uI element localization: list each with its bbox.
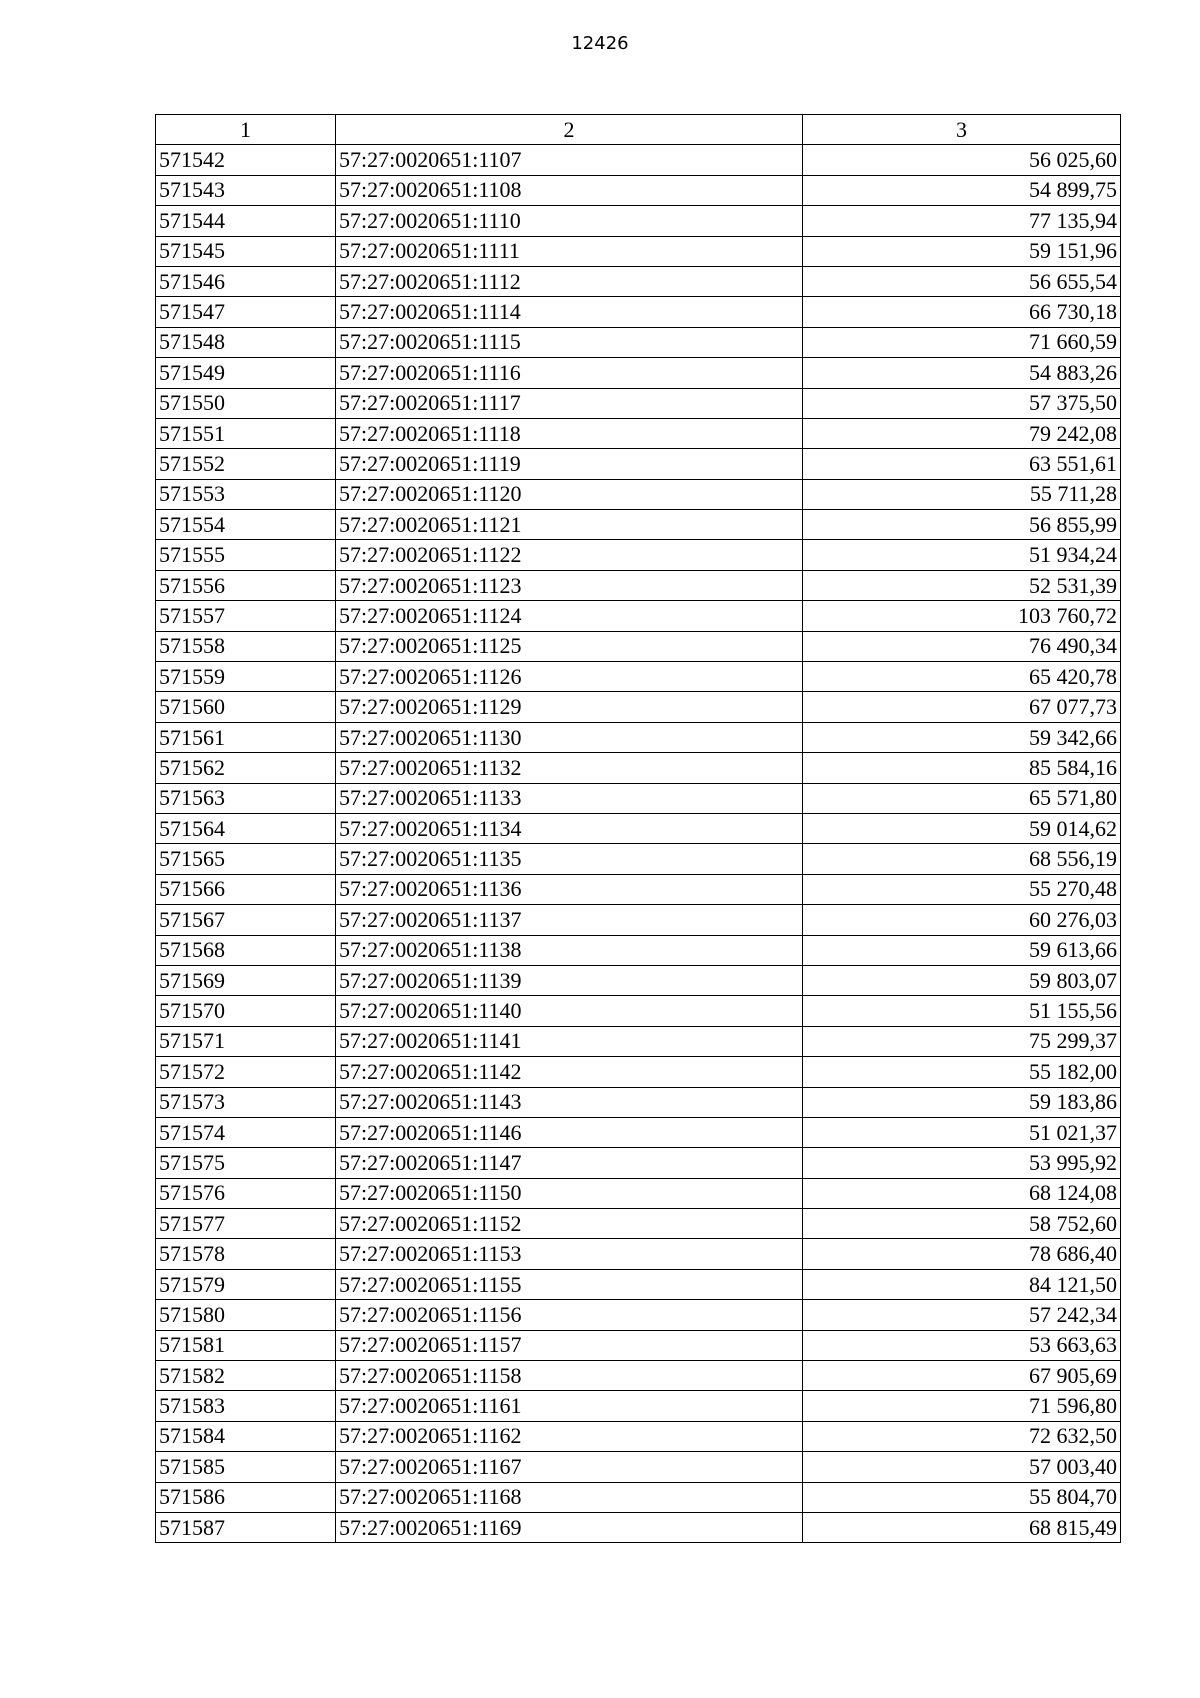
value-cell: 57 003,40 [803, 1452, 1121, 1482]
cadastral-number-cell: 57:27:0020651:1114 [336, 297, 803, 327]
value-cell: 59 803,07 [803, 965, 1121, 995]
row-number-cell: 571579 [156, 1269, 336, 1299]
value-cell: 65 420,78 [803, 662, 1121, 692]
value-cell: 51 934,24 [803, 540, 1121, 570]
table-row [156, 965, 1121, 995]
value-cell: 51 021,37 [803, 1117, 1121, 1147]
cadastral-number-cell: 57:27:0020651:1112 [336, 266, 803, 296]
row-number-cell: 571562 [156, 753, 336, 783]
row-number-cell: 571587 [156, 1512, 336, 1542]
table-row [156, 753, 1121, 783]
table-row [156, 783, 1121, 813]
table-row [156, 1361, 1121, 1391]
row-number-cell: 571555 [156, 540, 336, 570]
table-row [156, 1117, 1121, 1147]
cadastral-number-cell: 57:27:0020651:1125 [336, 631, 803, 661]
value-cell: 66 730,18 [803, 297, 1121, 327]
table-row [156, 996, 1121, 1026]
table-row [156, 935, 1121, 965]
value-cell: 58 752,60 [803, 1209, 1121, 1239]
page-number: 12426 [571, 33, 629, 54]
cadastral-number-cell: 57:27:0020651:1140 [336, 996, 803, 1026]
value-cell: 51 155,56 [803, 996, 1121, 1026]
row-number-cell: 571565 [156, 844, 336, 874]
row-number-cell: 571553 [156, 479, 336, 509]
value-cell: 59 183,86 [803, 1087, 1121, 1117]
cadastral-number-cell: 57:27:0020651:1122 [336, 540, 803, 570]
table-row [156, 1057, 1121, 1087]
cadastral-number-cell: 57:27:0020651:1152 [336, 1209, 803, 1239]
table-row [156, 175, 1121, 205]
value-cell: 59 014,62 [803, 813, 1121, 843]
row-number-cell: 571563 [156, 783, 336, 813]
cadastral-number-cell: 57:27:0020651:1130 [336, 722, 803, 752]
cadastral-number-cell: 57:27:0020651:1150 [336, 1178, 803, 1208]
value-cell: 85 584,16 [803, 753, 1121, 783]
cadastral-number-cell: 57:27:0020651:1137 [336, 905, 803, 935]
table-row [156, 540, 1121, 570]
cadastral-number-cell: 57:27:0020651:1162 [336, 1421, 803, 1451]
registry-table [155, 114, 1121, 1543]
value-cell: 54 899,75 [803, 175, 1121, 205]
value-cell: 78 686,40 [803, 1239, 1121, 1269]
cadastral-number-cell: 57:27:0020651:1132 [336, 753, 803, 783]
table-row [156, 236, 1121, 266]
table-row [156, 1330, 1121, 1360]
cadastral-number-cell: 57:27:0020651:1157 [336, 1330, 803, 1360]
cadastral-number-cell: 57:27:0020651:1156 [336, 1300, 803, 1330]
value-cell: 53 995,92 [803, 1148, 1121, 1178]
row-number-cell: 571570 [156, 996, 336, 1026]
table-row [156, 631, 1121, 661]
value-cell: 84 121,50 [803, 1269, 1121, 1299]
row-number-cell: 571544 [156, 206, 336, 236]
column-header-2: 2 [336, 115, 803, 145]
cadastral-number-cell: 57:27:0020651:1120 [336, 479, 803, 509]
value-cell: 75 299,37 [803, 1026, 1121, 1056]
row-number-cell: 571557 [156, 601, 336, 631]
row-number-cell: 571572 [156, 1057, 336, 1087]
row-number-cell: 571545 [156, 236, 336, 266]
row-number-cell: 571576 [156, 1178, 336, 1208]
cadastral-number-cell: 57:27:0020651:1126 [336, 662, 803, 692]
value-cell: 60 276,03 [803, 905, 1121, 935]
cadastral-number-cell: 57:27:0020651:1129 [336, 692, 803, 722]
table-row [156, 1300, 1121, 1330]
cadastral-number-cell: 57:27:0020651:1158 [336, 1361, 803, 1391]
cadastral-number-cell: 57:27:0020651:1116 [336, 358, 803, 388]
value-cell: 54 883,26 [803, 358, 1121, 388]
table-body [156, 145, 1121, 1543]
table-row [156, 662, 1121, 692]
table-header-row [156, 115, 1121, 145]
table-row [156, 601, 1121, 631]
cadastral-number-cell: 57:27:0020651:1161 [336, 1391, 803, 1421]
table-row [156, 266, 1121, 296]
row-number-cell: 571551 [156, 418, 336, 448]
row-number-cell: 571575 [156, 1148, 336, 1178]
table-row [156, 418, 1121, 448]
row-number-cell: 571550 [156, 388, 336, 418]
cadastral-number-cell: 57:27:0020651:1124 [336, 601, 803, 631]
cadastral-number-cell: 57:27:0020651:1167 [336, 1452, 803, 1482]
row-number-cell: 571560 [156, 692, 336, 722]
table-row [156, 206, 1121, 236]
value-cell: 67 905,69 [803, 1361, 1121, 1391]
table-row [156, 449, 1121, 479]
row-number-cell: 571585 [156, 1452, 336, 1482]
column-header-3: 3 [803, 115, 1121, 145]
row-number-cell: 571546 [156, 266, 336, 296]
cadastral-number-cell: 57:27:0020651:1115 [336, 327, 803, 357]
cadastral-number-cell: 57:27:0020651:1138 [336, 935, 803, 965]
cadastral-number-cell: 57:27:0020651:1155 [336, 1269, 803, 1299]
table-row [156, 1209, 1121, 1239]
table-row [156, 692, 1121, 722]
table-row [156, 1482, 1121, 1512]
row-number-cell: 571547 [156, 297, 336, 327]
table-row [156, 388, 1121, 418]
row-number-cell: 571564 [156, 813, 336, 843]
value-cell: 72 632,50 [803, 1421, 1121, 1451]
row-number-cell: 571568 [156, 935, 336, 965]
value-cell: 59 151,96 [803, 236, 1121, 266]
cadastral-number-cell: 57:27:0020651:1117 [336, 388, 803, 418]
table-row [156, 874, 1121, 904]
row-number-cell: 571542 [156, 145, 336, 175]
cadastral-number-cell: 57:27:0020651:1123 [336, 570, 803, 600]
cadastral-number-cell: 57:27:0020651:1136 [336, 874, 803, 904]
table-row [156, 358, 1121, 388]
table-row [156, 1026, 1121, 1056]
cadastral-number-cell: 57:27:0020651:1153 [336, 1239, 803, 1269]
value-cell: 56 855,99 [803, 510, 1121, 540]
value-cell: 68 815,49 [803, 1512, 1121, 1542]
table-row [156, 297, 1121, 327]
table-row [156, 1512, 1121, 1542]
row-number-cell: 571571 [156, 1026, 336, 1056]
value-cell: 52 531,39 [803, 570, 1121, 600]
value-cell: 55 182,00 [803, 1057, 1121, 1087]
cadastral-number-cell: 57:27:0020651:1143 [336, 1087, 803, 1117]
value-cell: 79 242,08 [803, 418, 1121, 448]
cadastral-number-cell: 57:27:0020651:1134 [336, 813, 803, 843]
table-row [156, 844, 1121, 874]
value-cell: 56 655,54 [803, 266, 1121, 296]
cadastral-number-cell: 57:27:0020651:1168 [336, 1482, 803, 1512]
table-row [156, 722, 1121, 752]
cadastral-number-cell: 57:27:0020651:1107 [336, 145, 803, 175]
row-number-cell: 571566 [156, 874, 336, 904]
value-cell: 63 551,61 [803, 449, 1121, 479]
cadastral-number-cell: 57:27:0020651:1111 [336, 236, 803, 266]
table-row [156, 1178, 1121, 1208]
cadastral-number-cell: 57:27:0020651:1169 [336, 1512, 803, 1542]
cadastral-number-cell: 57:27:0020651:1118 [336, 418, 803, 448]
row-number-cell: 571552 [156, 449, 336, 479]
row-number-cell: 571556 [156, 570, 336, 600]
table-row [156, 1239, 1121, 1269]
row-number-cell: 571567 [156, 905, 336, 935]
table-row [156, 1269, 1121, 1299]
cadastral-number-cell: 57:27:0020651:1146 [336, 1117, 803, 1147]
row-number-cell: 571578 [156, 1239, 336, 1269]
row-number-cell: 571549 [156, 358, 336, 388]
table-row [156, 1452, 1121, 1482]
cadastral-number-cell: 57:27:0020651:1141 [336, 1026, 803, 1056]
value-cell: 67 077,73 [803, 692, 1121, 722]
value-cell: 55 711,28 [803, 479, 1121, 509]
value-cell: 68 124,08 [803, 1178, 1121, 1208]
table-row [156, 570, 1121, 600]
table-row [156, 1087, 1121, 1117]
row-number-cell: 571582 [156, 1361, 336, 1391]
value-cell: 71 660,59 [803, 327, 1121, 357]
table-row [156, 510, 1121, 540]
table-row [156, 327, 1121, 357]
cadastral-number-cell: 57:27:0020651:1110 [336, 206, 803, 236]
table-row [156, 813, 1121, 843]
value-cell: 56 025,60 [803, 145, 1121, 175]
row-number-cell: 571586 [156, 1482, 336, 1512]
cadastral-number-cell: 57:27:0020651:1147 [336, 1148, 803, 1178]
cadastral-number-cell: 57:27:0020651:1135 [336, 844, 803, 874]
cadastral-number-cell: 57:27:0020651:1108 [336, 175, 803, 205]
table-row [156, 145, 1121, 175]
row-number-cell: 571554 [156, 510, 336, 540]
row-number-cell: 571583 [156, 1391, 336, 1421]
value-cell: 59 613,66 [803, 935, 1121, 965]
row-number-cell: 571573 [156, 1087, 336, 1117]
table-row [156, 905, 1121, 935]
row-number-cell: 571569 [156, 965, 336, 995]
column-header-1: 1 [156, 115, 336, 145]
value-cell: 55 804,70 [803, 1482, 1121, 1512]
row-number-cell: 571558 [156, 631, 336, 661]
cadastral-number-cell: 57:27:0020651:1142 [336, 1057, 803, 1087]
row-number-cell: 571548 [156, 327, 336, 357]
cadastral-number-cell: 57:27:0020651:1121 [336, 510, 803, 540]
row-number-cell: 571559 [156, 662, 336, 692]
row-number-cell: 571584 [156, 1421, 336, 1451]
value-cell: 59 342,66 [803, 722, 1121, 752]
row-number-cell: 571577 [156, 1209, 336, 1239]
table-row [156, 1421, 1121, 1451]
row-number-cell: 571574 [156, 1117, 336, 1147]
value-cell: 65 571,80 [803, 783, 1121, 813]
value-cell: 55 270,48 [803, 874, 1121, 904]
value-cell: 76 490,34 [803, 631, 1121, 661]
row-number-cell: 571561 [156, 722, 336, 752]
row-number-cell: 571581 [156, 1330, 336, 1360]
value-cell: 57 375,50 [803, 388, 1121, 418]
row-number-cell: 571543 [156, 175, 336, 205]
table-row [156, 1148, 1121, 1178]
value-cell: 68 556,19 [803, 844, 1121, 874]
value-cell: 77 135,94 [803, 206, 1121, 236]
table-row [156, 1391, 1121, 1421]
cadastral-number-cell: 57:27:0020651:1139 [336, 965, 803, 995]
row-number-cell: 571580 [156, 1300, 336, 1330]
cadastral-number-cell: 57:27:0020651:1133 [336, 783, 803, 813]
value-cell: 57 242,34 [803, 1300, 1121, 1330]
value-cell: 71 596,80 [803, 1391, 1121, 1421]
value-cell: 103 760,72 [803, 601, 1121, 631]
value-cell: 53 663,63 [803, 1330, 1121, 1360]
table-row [156, 479, 1121, 509]
cadastral-number-cell: 57:27:0020651:1119 [336, 449, 803, 479]
